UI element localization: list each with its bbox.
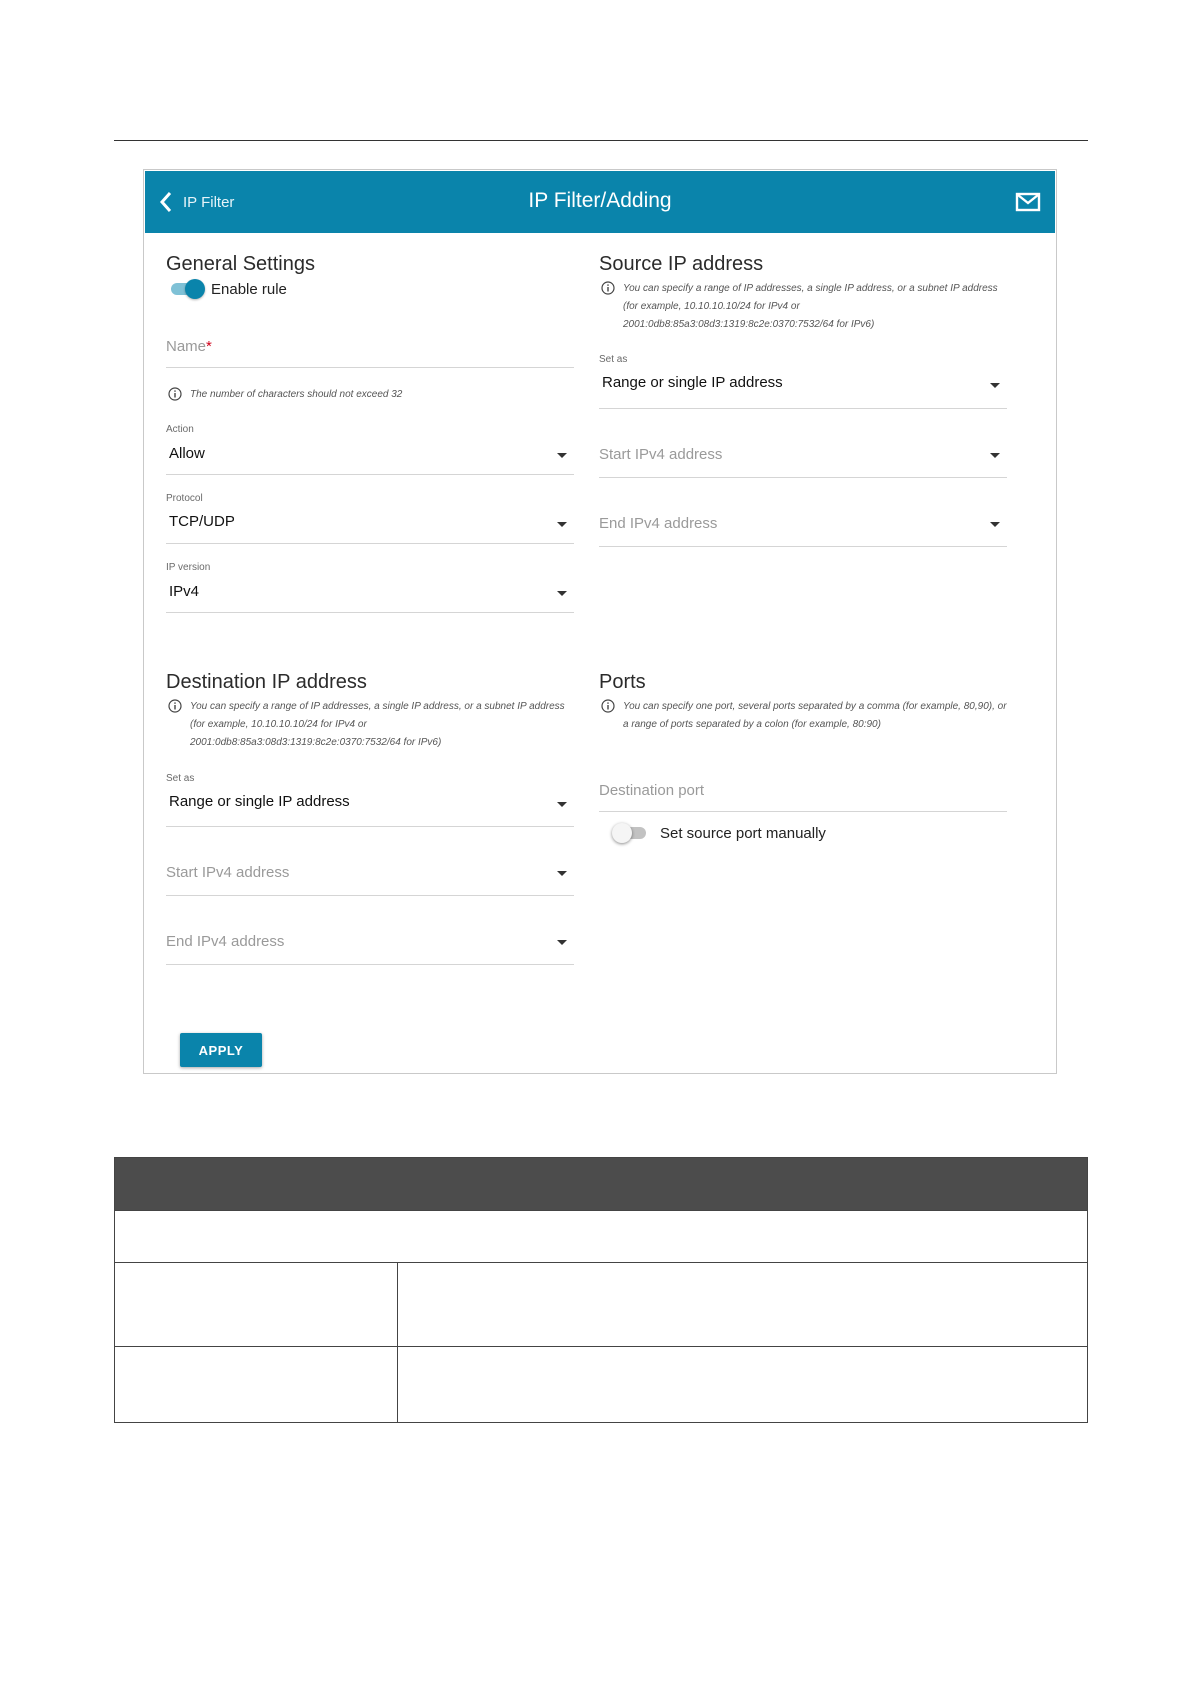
dropdown-arrow-icon xyxy=(990,453,1000,458)
table-cell-parameter xyxy=(115,1263,398,1346)
protocol-select-label: Protocol xyxy=(166,493,203,504)
dropdown-arrow-icon xyxy=(557,591,567,596)
destination-ip-hint xyxy=(168,698,578,752)
destination-end-ipv4-select[interactable] xyxy=(166,923,574,965)
dropdown-arrow-icon xyxy=(990,522,1000,527)
source-port-manual-toggle[interactable] xyxy=(612,822,648,842)
page-top-rule xyxy=(114,140,1088,141)
ip-version-select[interactable] xyxy=(166,562,574,613)
enable-rule-toggle[interactable] xyxy=(169,278,205,298)
name-field[interactable] xyxy=(166,326,574,368)
source-ip-hint-text: You can specify a range of IP addresses, a single IP address, or a subnet IP address (for example, 10.10.10.10/24 for IPv4 or 2001:0db8:85a3:08d3:1319:8c2e:0370:7532/64 for IPv6) xyxy=(623,283,998,330)
info-icon xyxy=(168,699,182,713)
source-port-manual-label: Set source port manually xyxy=(660,825,826,842)
dropdown-arrow-icon xyxy=(557,522,567,527)
source-end-ipv4-placeholder: End IPv4 address xyxy=(599,515,718,532)
name-hint xyxy=(168,386,568,404)
destination-end-ipv4-placeholder: End IPv4 address xyxy=(166,933,285,950)
destination-port-placeholder: Destination port xyxy=(599,782,705,799)
required-mark: * xyxy=(206,338,212,355)
back-button-label: IP Filter xyxy=(183,193,235,211)
source-ip-title: Source IP address xyxy=(599,253,764,275)
action-select-label: Action xyxy=(166,424,194,435)
table-row xyxy=(115,1262,1087,1346)
table-header xyxy=(115,1158,1087,1210)
ip-filter-adding-window xyxy=(143,169,1057,1074)
table-cell-description xyxy=(398,1263,1087,1346)
apply-button[interactable]: APPLY xyxy=(180,1033,262,1067)
source-set-as-select[interactable] xyxy=(599,354,1007,409)
notifications-button[interactable] xyxy=(1015,189,1041,215)
page-header xyxy=(145,171,1055,233)
info-icon xyxy=(601,699,615,713)
ip-version-select-value: IPv4 xyxy=(169,583,200,600)
source-end-ipv4-select[interactable] xyxy=(599,505,1007,547)
ports-hint xyxy=(601,698,1011,734)
destination-start-ipv4-placeholder: Start IPv4 address xyxy=(166,864,290,881)
destination-set-as-select[interactable] xyxy=(166,773,574,827)
destination-start-ipv4-select[interactable] xyxy=(166,854,574,896)
dropdown-arrow-icon xyxy=(557,940,567,945)
name-field-placeholder: Name* xyxy=(166,338,212,355)
general-settings-title: General Settings xyxy=(166,253,315,275)
table-cell-parameter xyxy=(115,1347,398,1422)
protocol-select-value: TCP/UDP xyxy=(169,513,235,530)
source-ip-hint xyxy=(601,280,1011,334)
destination-ip-hint-text: You can specify a range of IP addresses, a single IP address, or a subnet IP address (for example, 10.10.10.10/24 for IPv4 or 2001:0db8:85a3:08d3:1319:8c2e:0370:7532/64 for IPv6) xyxy=(190,701,565,748)
name-hint-text: The number of characters should not exceed 32 xyxy=(190,389,403,400)
enable-rule-label: Enable rule xyxy=(211,281,287,298)
dropdown-arrow-icon xyxy=(557,453,567,458)
info-icon xyxy=(601,281,615,295)
action-select[interactable] xyxy=(166,424,574,475)
ports-title: Ports xyxy=(599,671,646,693)
action-select-value: Allow xyxy=(169,445,205,462)
info-icon xyxy=(168,387,182,401)
source-start-ipv4-placeholder: Start IPv4 address xyxy=(599,446,723,463)
source-set-as-label: Set as xyxy=(599,354,628,365)
destination-set-as-label: Set as xyxy=(166,773,195,784)
page-title: IP Filter/Adding xyxy=(528,189,672,212)
ip-version-select-label: IP version xyxy=(166,562,211,573)
ports-hint-text: You can specify one port, several ports separated by a comma (for example, 80,90), or a range of ports separated by a colon (for example, 80:90) xyxy=(623,701,1007,730)
mail-icon xyxy=(1015,189,1041,215)
parameters-table xyxy=(114,1157,1088,1423)
destination-port-input[interactable] xyxy=(599,770,1007,812)
toggle-knob xyxy=(185,279,205,299)
table-row xyxy=(115,1346,1087,1422)
source-start-ipv4-select[interactable] xyxy=(599,436,1007,478)
protocol-select[interactable] xyxy=(166,493,574,544)
dropdown-arrow-icon xyxy=(990,383,1000,388)
destination-ip-title: Destination IP address xyxy=(166,671,367,693)
destination-set-as-value: Range or single IP address xyxy=(169,793,350,810)
toggle-knob xyxy=(612,823,632,843)
table-section-row xyxy=(115,1210,1087,1262)
source-set-as-value: Range or single IP address xyxy=(602,374,783,391)
dropdown-arrow-icon xyxy=(557,871,567,876)
dropdown-arrow-icon xyxy=(557,802,567,807)
table-cell-description xyxy=(398,1347,1087,1422)
